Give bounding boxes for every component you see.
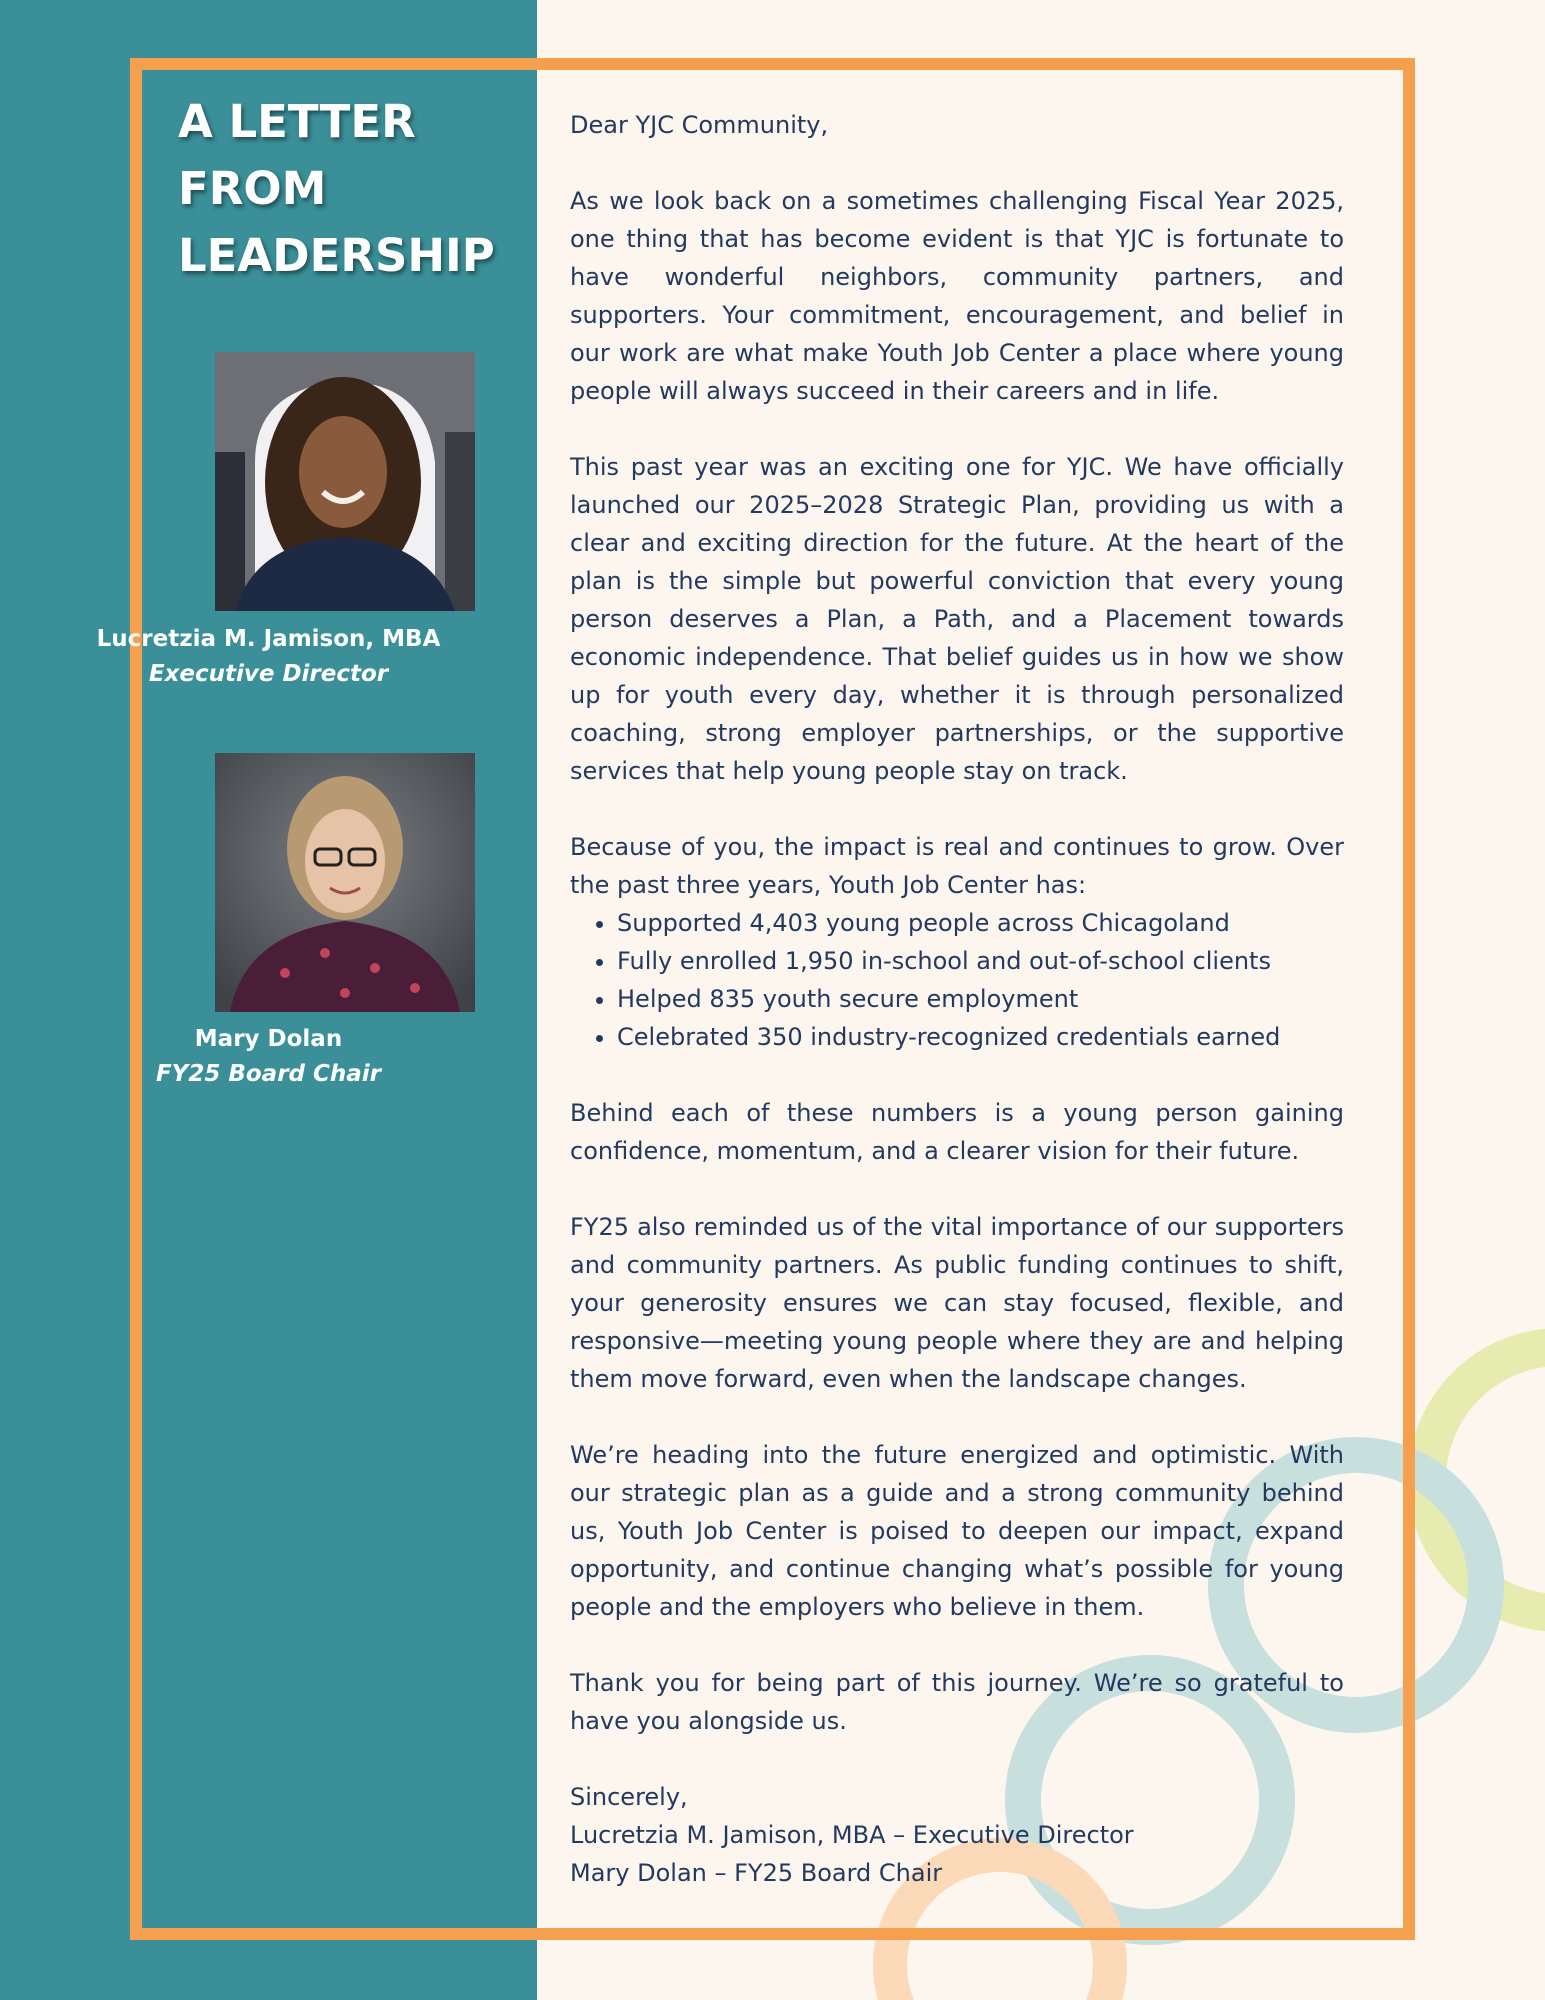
page-title-line: A LETTER	[178, 95, 416, 148]
board-chair-caption	[0, 1022, 537, 1092]
letter-paragraph: FY25 also reminded us of the vital importance of our supporters and community partners. As public funding continues to shift, your generosity ensures we can stay focused, flexible, and responsive—meeting young people where they are and helping them move forward, even when the landscape changes.	[570, 1213, 1344, 1393]
page-title	[178, 88, 518, 289]
leader-role: FY25 Board Chair	[155, 1061, 382, 1087]
letter-closing: Sincerely,	[570, 1783, 688, 1811]
letter-paragraph: As we look back on a sometimes challenging Fiscal Year 2025, one thing that has become evident is that YJC is fortunate to have wonderful neighbors, community partners, and supporters. Your commitment, encouragement, and belief in our work are what make Youth Job Center a place where young people will always succeed in their careers and in life.	[570, 187, 1344, 405]
executive-director-caption	[0, 622, 537, 692]
letter-paragraph: We’re heading into the future energized and optimistic. With our strategic plan as a guide and a strong community behind us, Youth Job Center is poised to deepen our impact, expand opportunity, and continue changing what’s possible for young people and the employers who believe in them.	[570, 1441, 1344, 1621]
letter-paragraph: Thank you for being part of this journey. We’re so grateful to have you alongside us.	[570, 1669, 1344, 1735]
letter-paragraph: Because of you, the impact is real and continues to grow. Over the past three years, Youth Job Center has:	[570, 833, 1344, 899]
impact-list	[570, 904, 1344, 1056]
leader-name: Mary Dolan	[194, 1026, 343, 1052]
signature-line: Lucretzia M. Jamison, MBA – Executive Director	[570, 1821, 1134, 1849]
signature-line: Mary Dolan – FY25 Board Chair	[570, 1859, 943, 1887]
letter-paragraph: This past year was an exciting one for YJC. We have officially launched our 2025–2028 Strategic Plan, providing us with a clear and exciting direction for the future. At the heart of the plan is the simple but powerful conviction that every young person deserves a Plan, a Path, and a Placement towards economic independence. That belief guides us in how we show up for youth every day, whether it is through personalized coaching, strong employer partnerships, or the supportive services that help young people stay on track.	[570, 453, 1344, 785]
list-item: • Helped 835 youth secure employment	[617, 980, 1344, 1018]
letter-salutation: Dear YJC Community,	[570, 111, 829, 139]
portrait-photo-icon	[215, 352, 475, 611]
letter-paragraph: Behind each of these numbers is a young person gaining confidence, momentum, and a clearer vision for their future.	[570, 1099, 1344, 1165]
leader-name: Lucretzia M. Jamison, MBA	[96, 626, 441, 652]
page-title-line: LEADERSHIP	[178, 229, 495, 282]
portrait-photo-icon	[215, 753, 475, 1012]
list-item: • Celebrated 350 industry-recognized credentials earned	[617, 1018, 1344, 1056]
page-title-line: FROM	[178, 162, 327, 215]
decorative-lime-ring	[1427, 1347, 1545, 1613]
letter-body	[570, 106, 1344, 1892]
letter-signature-block	[570, 1778, 1344, 1892]
list-item: • Fully enrolled 1,950 in-school and out-of-school clients	[617, 942, 1344, 980]
leader-role: Executive Director	[148, 661, 389, 687]
executive-director-photo	[215, 352, 475, 611]
board-chair-photo	[215, 753, 475, 1012]
list-item: • Supported 4,403 young people across Chicagoland	[617, 904, 1344, 942]
